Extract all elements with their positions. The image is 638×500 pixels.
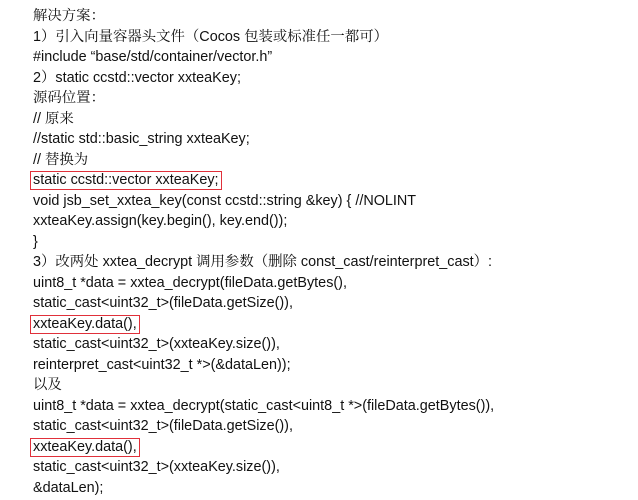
text-line: [33, 129, 638, 150]
text-line-highlighted: [33, 437, 638, 458]
highlight-box: static ccstd::vector xxteaKey;: [30, 171, 222, 190]
line-text: // 原来: [33, 110, 74, 127]
text-line: [33, 232, 638, 253]
document-body: [33, 6, 638, 498]
text-line: [33, 457, 638, 478]
line-text: 3）改两处 xxtea_decrypt 调用参数（删除 const_cast/reinterpret_cast）:: [33, 254, 493, 270]
text-line: [33, 211, 638, 232]
text-line: [33, 478, 638, 499]
text-line: [33, 252, 638, 273]
text-line: [33, 273, 638, 294]
text-line: [33, 88, 638, 109]
text-line: [33, 416, 638, 437]
highlight-box: xxteaKey.data(),: [30, 438, 140, 457]
text-line: [33, 191, 638, 212]
text-line-highlighted: [33, 314, 638, 335]
line-text: // 替换为: [33, 151, 89, 168]
line-text: 以及: [33, 377, 62, 393]
text-line: [33, 150, 638, 171]
line-text: //static std::basic_string xxteaKey;: [33, 131, 250, 147]
text-line-highlighted: [33, 170, 638, 191]
text-line: [33, 109, 638, 130]
text-line: [33, 396, 638, 417]
line-text: void jsb_set_xxtea_key(const ccstd::string &key) { //NOLINT: [33, 192, 417, 209]
line-text: 解决方案：: [33, 8, 105, 24]
text-line: [33, 47, 638, 68]
highlight-box: xxteaKey.data(),: [30, 315, 140, 334]
line-text: static_cast<uint32_t>(xxteaKey.size()),: [33, 459, 280, 475]
text-line: [33, 375, 638, 396]
line-text: 2）static ccstd::vector xxteaKey;: [33, 69, 241, 86]
text-line: [33, 334, 638, 355]
line-text: static_cast<uint32_t>(fileData.getSize()),: [33, 418, 293, 434]
line-text: }: [33, 233, 38, 250]
line-text: uint8_t *data = xxtea_decrypt(fileData.getBytes(),: [33, 274, 347, 291]
text-line: [33, 355, 638, 376]
line-text: uint8_t *data = xxtea_decrypt(static_cast<uint8_t *>(fileData.getBytes()),: [33, 397, 495, 414]
text-line: [33, 6, 638, 27]
line-text: &dataLen);: [33, 479, 104, 496]
line-text: reinterpret_cast<uint32_t *>(&dataLen));: [33, 356, 291, 373]
line-text: static_cast<uint32_t>(fileData.getSize()),: [33, 295, 293, 311]
text-line: [33, 27, 638, 48]
text-line: [33, 68, 638, 89]
line-text: 源码位置：: [33, 90, 105, 106]
line-text: #include “base/std/container/vector.h”: [33, 49, 273, 65]
line-text: static_cast<uint32_t>(xxteaKey.size()),: [33, 336, 280, 352]
text-line: [33, 293, 638, 314]
line-text: 1）引入向量容器头文件（Cocos 包装或标准任一都可）: [33, 28, 388, 45]
line-text: xxteaKey.assign(key.begin(), key.end());: [33, 213, 288, 229]
